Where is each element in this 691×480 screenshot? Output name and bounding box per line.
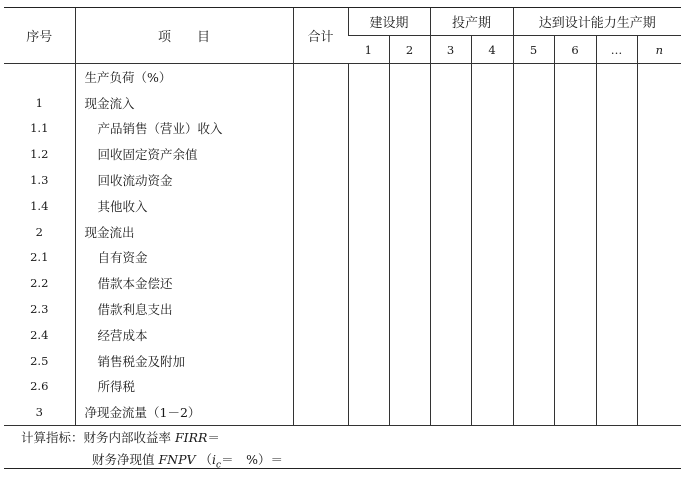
period-cell (513, 64, 554, 90)
period-cell (554, 141, 596, 167)
period-cell (471, 219, 513, 245)
period-cell (513, 322, 554, 348)
period-cell (430, 296, 471, 322)
period-cell (596, 141, 637, 167)
firr-suffix: ＝ (207, 430, 220, 445)
row-number: 1.4 (30, 198, 49, 213)
table-row (4, 245, 681, 271)
total-cell (293, 219, 348, 245)
header-total: 合计 (293, 8, 348, 64)
row-item-label: 借款本金偿还 (75, 270, 293, 296)
period-cell (554, 399, 596, 425)
row-item-label: 其他收入 (75, 193, 293, 219)
period-cell (554, 193, 596, 219)
period-cell (554, 245, 596, 271)
total-cell (293, 167, 348, 193)
period-cell (430, 322, 471, 348)
total-cell (293, 193, 348, 219)
period-cell (596, 399, 637, 425)
period-cell (513, 141, 554, 167)
period-cell (430, 219, 471, 245)
table-row (4, 399, 681, 425)
table-row (4, 141, 681, 167)
period-cell (471, 116, 513, 142)
period-cell (389, 245, 430, 271)
table-row (4, 270, 681, 296)
row-item-label: 自有资金 (75, 245, 293, 271)
period-cell (637, 399, 681, 425)
period-cell (596, 296, 637, 322)
total-cell (293, 64, 348, 90)
row-number: 2.1 (30, 250, 49, 265)
period-cell (348, 245, 389, 271)
header-item: 项 目 (75, 8, 293, 64)
period-cell (348, 90, 389, 116)
cash-flow-table (4, 7, 681, 426)
total-cell (293, 245, 348, 271)
fnpv-symbol: FNPV (158, 452, 196, 467)
period-cell (596, 116, 637, 142)
period-cell (637, 296, 681, 322)
total-cell (293, 374, 348, 400)
period-cell (554, 348, 596, 374)
header-period-6: 6 (554, 36, 596, 64)
table-body (4, 64, 681, 426)
period-cell (430, 90, 471, 116)
period-cell (513, 296, 554, 322)
row-item-label: 经营成本 (75, 322, 293, 348)
row-number (4, 64, 75, 90)
period-cell (596, 322, 637, 348)
period-cell (348, 219, 389, 245)
row-number: 1 (35, 95, 43, 110)
period-cell (348, 64, 389, 90)
table-row (4, 116, 681, 142)
table-row (4, 193, 681, 219)
period-cell (513, 167, 554, 193)
row-number: 2.6 (30, 379, 49, 394)
bottom-rule (4, 468, 681, 469)
period-cell (389, 322, 430, 348)
period-cell (637, 167, 681, 193)
header-commissioning-period: 投产期 (430, 8, 513, 36)
firr-line (21, 428, 220, 446)
period-cell (554, 64, 596, 90)
period-cell (389, 193, 430, 219)
period-cell (389, 141, 430, 167)
table-row (4, 296, 681, 322)
total-cell (293, 322, 348, 348)
period-cell (348, 193, 389, 219)
period-cell (513, 245, 554, 271)
period-cell (596, 167, 637, 193)
row-item-label: 所得税 (75, 374, 293, 400)
period-cell (554, 322, 596, 348)
period-cell (348, 167, 389, 193)
fnpv-open: （ (199, 452, 213, 467)
header-full-capacity-period: 达到设计能力生产期 (513, 8, 681, 36)
period-cell (471, 141, 513, 167)
period-cell (637, 90, 681, 116)
period-cell (430, 167, 471, 193)
fnpv-mid: ＝ %）＝ (221, 452, 283, 467)
header-period-1: 1 (348, 36, 389, 64)
firr-prefix: 计算指标：财务内部收益率 (21, 430, 175, 445)
row-number: 1.3 (30, 173, 49, 188)
row-item-label: 现金流出 (75, 219, 293, 245)
period-cell (471, 322, 513, 348)
row-number: 2 (35, 224, 43, 239)
period-cell (389, 296, 430, 322)
row-number: 2.3 (30, 302, 49, 317)
table-row (4, 348, 681, 374)
period-cell (430, 270, 471, 296)
header-period-4: 4 (471, 36, 513, 64)
fnpv-prefix: 财务净现值 (92, 452, 159, 467)
period-cell (637, 245, 681, 271)
period-cell (348, 116, 389, 142)
header-period-3: 3 (430, 36, 471, 64)
period-cell (348, 374, 389, 400)
period-cell (430, 348, 471, 374)
period-cell (554, 219, 596, 245)
period-cell (596, 193, 637, 219)
table-row (4, 167, 681, 193)
period-cell (554, 374, 596, 400)
total-cell (293, 399, 348, 425)
total-cell (293, 270, 348, 296)
period-cell (389, 64, 430, 90)
table-row (4, 219, 681, 245)
period-cell (430, 64, 471, 90)
header-period-2: 2 (389, 36, 430, 64)
row-item-label: 生产负荷（%） (75, 64, 293, 90)
period-cell (389, 348, 430, 374)
period-cell (596, 219, 637, 245)
period-cell (471, 374, 513, 400)
header-construction-period: 建设期 (348, 8, 430, 36)
row-item-label: 回收流动资金 (75, 167, 293, 193)
header-period-n: n (637, 36, 681, 64)
period-cell (513, 399, 554, 425)
period-cell (513, 348, 554, 374)
ic-symbol: i (212, 452, 217, 467)
period-cell (596, 245, 637, 271)
period-cell (596, 374, 637, 400)
period-cell (554, 167, 596, 193)
row-number: 3 (4, 399, 75, 425)
period-cell (389, 270, 430, 296)
period-cell (471, 296, 513, 322)
period-cell (471, 90, 513, 116)
period-cell (637, 322, 681, 348)
period-cell (554, 270, 596, 296)
period-cell (513, 90, 554, 116)
period-cell (471, 245, 513, 271)
period-cell (554, 296, 596, 322)
total-cell (293, 90, 348, 116)
table-row (4, 90, 681, 116)
row-item-label: 净现金流量（1－2） (75, 399, 293, 425)
period-cell (471, 348, 513, 374)
period-cell (637, 219, 681, 245)
period-cell (637, 348, 681, 374)
period-cell (348, 399, 389, 425)
period-cell (389, 219, 430, 245)
period-cell (389, 399, 430, 425)
period-cell (513, 219, 554, 245)
period-cell (596, 270, 637, 296)
period-cell (596, 348, 637, 374)
period-cell (471, 64, 513, 90)
period-cell (430, 193, 471, 219)
row-number: 1.2 (30, 147, 49, 162)
period-cell (596, 90, 637, 116)
period-cell (471, 270, 513, 296)
total-cell (293, 296, 348, 322)
header-seq: 序号 (4, 8, 75, 64)
period-cell (389, 90, 430, 116)
period-cell (430, 141, 471, 167)
total-cell (293, 348, 348, 374)
period-cell (637, 141, 681, 167)
row-item-label: 产品销售（营业）收入 (75, 116, 293, 142)
total-cell (293, 116, 348, 142)
period-cell (637, 270, 681, 296)
period-cell (389, 116, 430, 142)
table-row (4, 322, 681, 348)
period-cell (430, 399, 471, 425)
period-cell (348, 296, 389, 322)
period-cell (637, 193, 681, 219)
period-cell (348, 270, 389, 296)
row-item-label: 销售税金及附加 (75, 348, 293, 374)
period-cell (348, 141, 389, 167)
period-cell (637, 374, 681, 400)
table-row (4, 64, 681, 90)
row-item-label: 回收固定资产余值 (75, 141, 293, 167)
firr-symbol: FIRR (174, 430, 208, 445)
total-cell (293, 141, 348, 167)
row-number: 2.4 (30, 327, 49, 342)
period-cell (471, 193, 513, 219)
period-cell (513, 193, 554, 219)
header-period-ellipsis: … (596, 36, 637, 64)
period-cell (430, 245, 471, 271)
period-cell (554, 90, 596, 116)
row-item-label: 现金流入 (75, 90, 293, 116)
table-row (4, 374, 681, 400)
period-cell (389, 374, 430, 400)
row-number: 2.2 (30, 276, 49, 291)
row-item-label: 借款利息支出 (75, 296, 293, 322)
period-cell (554, 116, 596, 142)
ic-subscript: c (216, 460, 222, 471)
period-cell (471, 167, 513, 193)
row-number: 2.5 (30, 353, 49, 368)
period-cell (389, 167, 430, 193)
period-cell (513, 270, 554, 296)
period-cell (348, 348, 389, 374)
header-period-5: 5 (513, 36, 554, 64)
period-cell (471, 399, 513, 425)
period-cell (430, 374, 471, 400)
period-cell (596, 64, 637, 90)
period-cell (637, 64, 681, 90)
period-cell (513, 374, 554, 400)
period-cell (348, 322, 389, 348)
period-cell (430, 116, 471, 142)
row-number: 1.1 (30, 121, 49, 136)
period-cell (513, 116, 554, 142)
period-cell (637, 116, 681, 142)
